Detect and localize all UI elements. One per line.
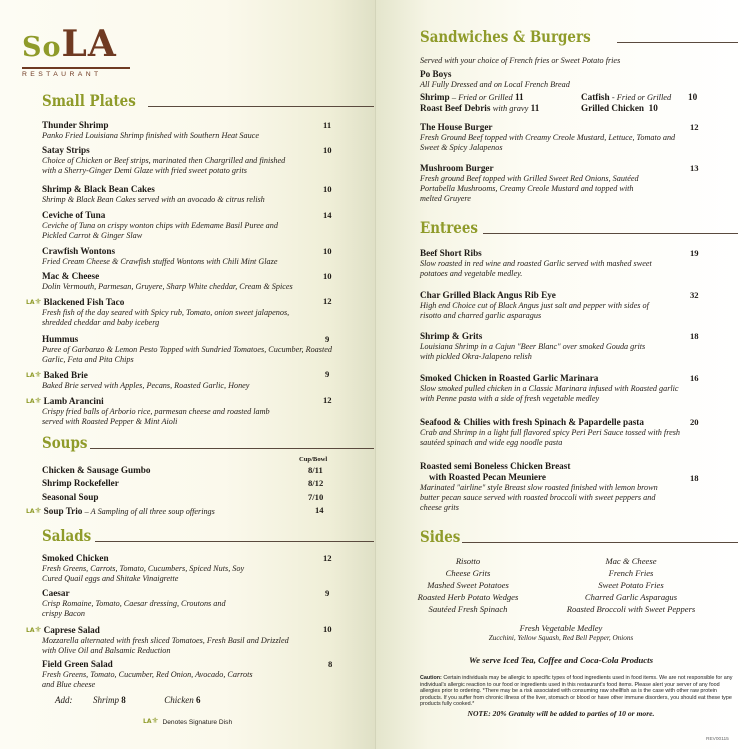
beverage-note: We serve Iced Tea, Coffee and Coca-Cola Products	[468, 655, 654, 665]
side-item: Charred Garlic Asparagus	[584, 592, 678, 602]
item-price: 10	[323, 246, 332, 256]
side-item: Risotto	[455, 556, 481, 566]
item-description: Ceviche of Tuna on crispy wonton chips with Edemame Basil Puree and Pickled Carrot & Ginger Slaw	[42, 221, 278, 240]
menu-item	[42, 465, 342, 476]
menu-item	[42, 588, 342, 619]
item-price: 16	[690, 373, 699, 383]
menu-item	[42, 120, 342, 141]
item-description: Dolin Vermouth, Parmesan, Gruyere, Sharp White cheddar, Cream & Spices	[42, 282, 293, 291]
item-price: 12	[323, 553, 332, 563]
item-description: Puree of Garbanzo & Lemon Pesto Topped with Sundried Tomatoes, Cucumber, Roasted Garlic, Feta and Pita Chips	[42, 345, 332, 364]
item-description: Crispy fried balls of Arborio rice, parmesan cheese and roasted lamb served with Roasted Pepper & Mint Aioli	[42, 407, 270, 426]
signature-dish-icon: LA⚜	[143, 716, 159, 725]
po-boy-grilled-chicken: Grilled Chicken 10	[581, 103, 658, 113]
item-name: Thunder Shrimp	[42, 120, 109, 130]
side-item: French Fries	[608, 568, 654, 578]
item-price: 8/12	[308, 478, 324, 488]
item-description: Fresh Greens, Tomato, Cucumber, Red Onion, Avocado, Carrots and Blue cheese	[42, 670, 253, 689]
item-price: 8	[328, 659, 333, 669]
menu-item	[42, 334, 342, 365]
item-price: 10	[323, 624, 332, 634]
menu-item	[420, 461, 742, 513]
add-chicken-label: Chicken	[164, 695, 194, 705]
item-name: Caprese Salad	[43, 625, 100, 635]
side-item: Cheese Grits	[445, 568, 491, 578]
menu-item	[420, 290, 742, 321]
item-name: Hummus	[42, 334, 79, 344]
signature-dish-icon: LA⚜	[26, 370, 42, 379]
item-price: 10	[323, 145, 332, 155]
item-name: Lamb Arancini	[43, 396, 104, 406]
menu-item	[42, 246, 342, 267]
item-name: Blackened Fish Taco	[43, 297, 125, 307]
item-price: 18	[690, 331, 699, 341]
item-price: 13	[690, 163, 699, 173]
sides-left-column	[398, 555, 538, 615]
item-price: 18	[690, 473, 699, 483]
item-price: 9	[325, 369, 330, 379]
po-boy-roast-beef-debris: Roast Beef Debris with gravy 11	[420, 103, 540, 113]
item-description: Fresh Ground Beef topped with Creamy Creole Mustard, Lettuce, Tomato and Sweet & Spicy Jalapenos	[420, 133, 676, 152]
item-name: Seasonal Soup	[42, 492, 99, 502]
item-price: 12	[323, 296, 332, 306]
menu-item	[42, 184, 342, 205]
menu-item	[42, 271, 342, 292]
section-rule	[95, 541, 374, 542]
section-rule	[148, 106, 374, 107]
item-description: Fresh Greens, Carrots, Tomato, Cucumbers, Spiced Nuts, Soy Cured Quail eggs and Shitake Vinaigrette	[42, 564, 245, 583]
section-soups	[42, 434, 374, 452]
revision-code: REV00115	[706, 737, 729, 742]
item-price: 19	[690, 248, 699, 258]
logo-wordmark: SoLA	[22, 23, 117, 65]
item-name: Satay Strips	[42, 145, 90, 155]
vegetable-medley: Fresh Vegetable Medley	[519, 623, 603, 633]
section-rule	[483, 233, 738, 234]
item-description: Panko Fried Louisiana Shrimp finished with Southern Heat Sauce	[42, 131, 259, 140]
section-entrees	[420, 219, 738, 237]
po-boy-shrimp: Shrimp – Fried or Grilled 11	[420, 92, 524, 102]
section-sandwiches-burgers	[420, 28, 738, 46]
item-name: Shrimp Rockefeller	[42, 478, 119, 488]
item-price: 9	[325, 588, 330, 598]
salad-add-ons	[55, 695, 201, 705]
menu-page-right	[376, 0, 750, 749]
item-description: Shrimp & Black Bean Cakes served with an avocado & citrus relish	[42, 195, 265, 204]
item-price: 32	[690, 290, 699, 300]
side-item: Roasted Broccoli with Sweet Peppers	[566, 604, 696, 614]
add-shrimp-price: 8	[121, 695, 126, 705]
menu-item-signature	[26, 624, 342, 656]
item-description: High end Choice cut of Black Angus just salt and pepper with sides of risotto and charred garlic asparagus	[420, 301, 649, 320]
po-boys-title: Po Boys	[420, 69, 452, 79]
item-name: Baked Brie	[43, 370, 88, 380]
caution-label: Caution:	[420, 675, 442, 681]
sandwich-subtitle: Served with your choice of French fries or Sweet Potato fries	[420, 56, 621, 65]
po-boys-description: All Fully Dressed and on Local French Bread	[420, 80, 570, 89]
side-item: Roasted Herb Potato Wedges	[417, 592, 519, 602]
menu-item	[42, 145, 342, 176]
menu-item	[42, 492, 342, 503]
item-name: Shrimp & Grits	[420, 331, 483, 341]
item-name-continued: with Roasted Pecan Meuniere	[429, 472, 546, 482]
item-name: Smoked Chicken in Roasted Garlic Marinara	[420, 373, 599, 383]
menu-item	[42, 553, 342, 584]
item-description: Fried Cream Cheese & Crawfish stuffed Wontons with Chili Mint Glaze	[42, 257, 278, 266]
section-sides	[420, 528, 738, 546]
item-name: Soup Trio	[43, 506, 83, 516]
item-price: 10	[323, 184, 332, 194]
menu-item-signature	[26, 296, 342, 328]
item-description: Choice of Chicken or Beef strips, marinated then Chargrilled and finished with a Sherry-Ginger Demi Glaze with fried sweet potato grits	[42, 156, 286, 175]
section-title: Small Plates	[42, 91, 136, 110]
item-name: Char Grilled Black Angus Rib Eye	[420, 290, 556, 300]
item-description: Fresh fish of the day seared with Spicy rub, Tomato, onion sweet jalapenos, shredded cheddar and baby iceberg	[42, 308, 290, 327]
menu-item	[420, 373, 742, 404]
item-name: Smoked Chicken	[42, 553, 109, 563]
item-description: Crab and Shrimp in a light full flavored spicy Peri Peri Sauce tossed with fresh sautéed spinach and wide egg noodle pasta	[420, 428, 681, 447]
po-boys-group	[420, 69, 740, 90]
menu-item	[420, 122, 742, 153]
section-title: Soups	[42, 433, 88, 452]
item-name: Chicken & Sausage Gumbo	[42, 465, 151, 475]
section-title: Salads	[42, 526, 92, 545]
signature-legend	[143, 716, 232, 726]
item-description: Louisiana Shrimp in a Cajun "Beer Blanc" over smoked Gouda grits with pickled Okra-Jalapeno relish	[420, 342, 646, 361]
item-price: 12	[690, 122, 699, 132]
logo-rule	[22, 67, 130, 69]
caution-text: Certain individuals may be allergic to specific types of food ingredients used in food items. We are not responsible for any individual's allergic reaction to our food or ingredients used in this restaurant's food items. Please alert your server of any food allergies prior to ordering. *There may be a risk associated with consuming raw shellfish as is the case with other raw protein products. If you suffer from chronic illness of the liver, stomach or blood or have other immune disorders, you should eat these type products fully cooked.*	[420, 675, 733, 708]
item-name: Crawfish Wontons	[42, 246, 116, 256]
signature-dish-icon: LA⚜	[26, 396, 42, 405]
add-label: Add:	[55, 695, 73, 705]
section-rule	[462, 542, 738, 543]
menu-item	[420, 417, 742, 448]
item-name: Roasted semi Boneless Chicken Breast	[420, 461, 571, 471]
item-price: 9	[325, 334, 330, 344]
menu-item-signature	[26, 395, 342, 427]
po-boy-catfish: Catfish - Fried or Grilled	[581, 92, 672, 102]
side-item: Mac & Cheese	[605, 556, 657, 566]
menu-item	[420, 248, 742, 279]
item-price: 20	[690, 417, 699, 427]
cup-bowl-label: Cup/Bowl	[299, 456, 328, 463]
section-title: Sandwiches & Burgers	[420, 27, 591, 46]
item-name: Beef Short Ribs	[420, 248, 482, 258]
section-rule	[90, 448, 374, 449]
gratuity-note: NOTE: 20% Gratuity will be added to parties of 10 or more.	[467, 709, 655, 718]
item-price: 12	[323, 395, 332, 405]
item-price: 14	[323, 210, 332, 220]
add-chicken-price: 6	[196, 695, 201, 705]
item-name: Seafood & Chilies with fresh Spinach & Papardelle pasta	[420, 417, 644, 427]
menu-item-signature	[26, 505, 342, 517]
item-description: – A Sampling of all three soup offerings	[84, 507, 215, 516]
item-description: Crisp Romaine, Tomato, Caesar dressing, Croutons and crispy Bacon	[42, 599, 226, 618]
section-rule	[617, 42, 738, 43]
menu-item-signature	[26, 369, 342, 391]
po-boy-catfish-price: 10	[688, 92, 698, 102]
side-item: Sweet Potato Fries	[598, 580, 664, 590]
item-description: Slow roasted in red wine and roasted Garlic served with mashed sweet potatoes and vegetable medley.	[420, 259, 652, 278]
section-small-plates	[42, 92, 374, 110]
legend-text: Denotes Signature Dish	[162, 719, 233, 726]
item-name: Shrimp & Black Bean Cakes	[42, 184, 155, 194]
menu-item	[420, 331, 742, 362]
side-item: Mashed Sweet Potatoes	[427, 580, 509, 590]
item-name: Caesar	[42, 588, 70, 598]
signature-dish-icon: LA⚜	[26, 625, 42, 634]
item-price: 11	[323, 120, 332, 130]
item-name: Field Green Salad	[42, 659, 113, 669]
item-description: Fresh ground Beef topped with Grilled Sweet Red Onions, Sautéed Portabella Mushrooms, Creamy Creole Mustard and topped with melted Gruyere	[420, 174, 639, 203]
item-name: The House Burger	[420, 122, 493, 132]
side-item: Sautéed Fresh Spinach	[428, 604, 508, 614]
menu-item	[42, 659, 342, 690]
item-description: Marinated "airline" style Breast slow roasted finished with lemon brown butter pecan sauce served with roasted broccoli with sweet peppers and cheese grits	[420, 483, 658, 512]
section-salads	[42, 527, 374, 545]
vegetable-medley-description: Zucchini, Yellow Squash, Red Bell Pepper, Onions	[488, 634, 634, 642]
menu-item	[420, 163, 742, 204]
item-price: 8/11	[308, 465, 323, 475]
item-name: Mac & Cheese	[42, 271, 100, 281]
logo-subtitle: RESTAURANT	[22, 71, 102, 78]
item-description: Baked Brie served with Apples, Pecans, Roasted Garlic, Honey	[42, 381, 250, 390]
item-name: Mushroom Burger	[420, 163, 494, 173]
item-price: 14	[315, 505, 324, 515]
menu-item	[42, 478, 342, 489]
add-shrimp-label: Shrimp	[93, 695, 120, 705]
item-description: Slow smoked pulled chicken in a Classic Marinara infused with Roasted garlic with Penne pasta with a side of fresh vegetable medley	[420, 384, 679, 403]
restaurant-logo	[22, 23, 130, 78]
signature-dish-icon: LA⚜	[26, 506, 42, 515]
section-title: Sides	[420, 527, 461, 546]
section-title: Entrees	[420, 218, 478, 237]
item-price: 7/10	[308, 492, 324, 502]
item-name: Ceviche of Tuna	[42, 210, 106, 220]
signature-dish-icon: LA⚜	[26, 297, 42, 306]
item-description: Mozzarella alternated with fresh sliced Tomatoes, Fresh Basil and Drizzled with Olive Oil and Balsamic Reduction	[42, 636, 289, 655]
allergy-caution	[420, 675, 738, 708]
menu-item	[42, 210, 342, 241]
item-price: 10	[323, 271, 332, 281]
sides-right-column	[556, 555, 706, 615]
